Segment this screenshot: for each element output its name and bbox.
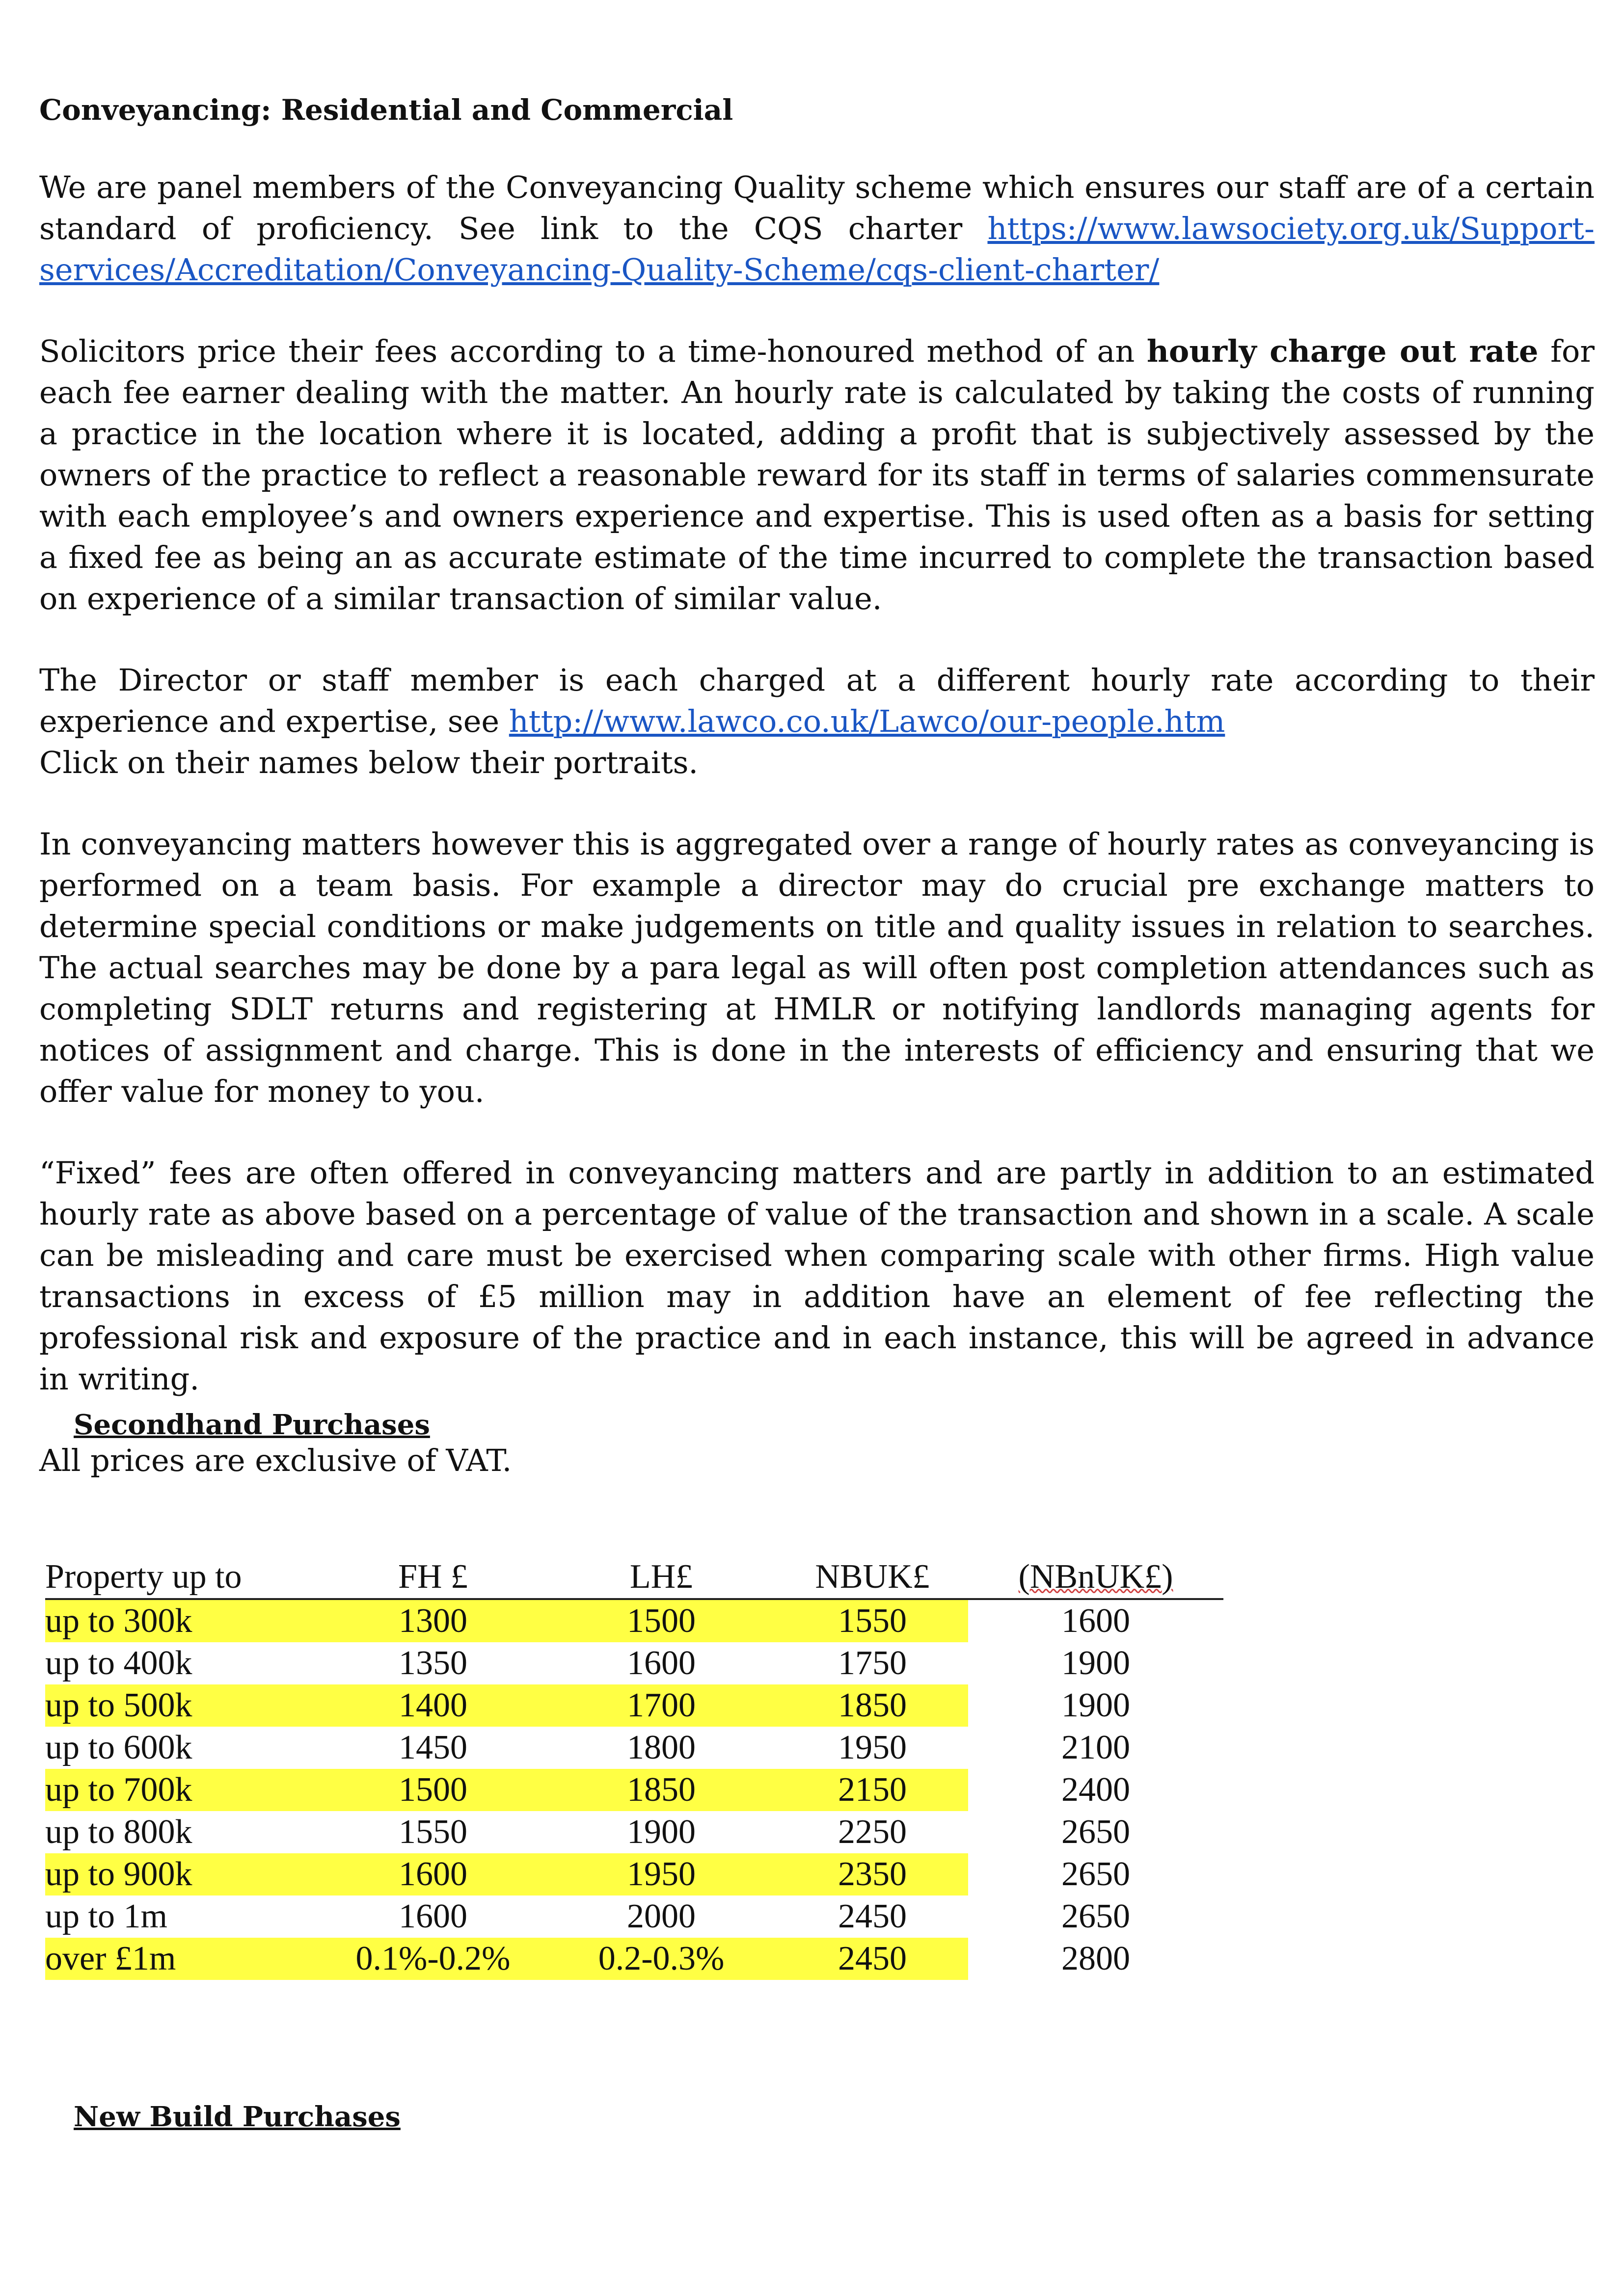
cell-lh: 1700 xyxy=(546,1684,777,1727)
cell-lh: 2000 xyxy=(627,1897,696,1935)
row-label: over £1m xyxy=(45,1938,320,1980)
table-row xyxy=(45,1727,1223,1769)
table-row xyxy=(45,1853,1223,1896)
director-paragraph xyxy=(39,660,1595,742)
hourly-rate-paragraph xyxy=(39,331,1595,619)
cell-nbuk: 2150 xyxy=(777,1769,968,1811)
hourly-rate-text-1: Solicitors price their fees according to a time-honoured method of an xyxy=(39,333,1147,369)
director-text: The Director or staff member is each charged at a different hourly rate according to their experience and expertise, see xyxy=(39,662,1595,739)
page-title: Conveyancing: Residential and Commercial xyxy=(39,93,733,127)
row-label: up to 300k xyxy=(45,1599,320,1642)
row-label: up to 400k xyxy=(45,1644,192,1682)
header-fh: FH £ xyxy=(320,1556,546,1599)
cell-lh: 1500 xyxy=(546,1599,777,1642)
secondhand-purchases-title: Secondhand Purchases xyxy=(74,1409,430,1441)
cell-nbuk: 2450 xyxy=(777,1938,968,1980)
cell-nbnuk: 1900 xyxy=(1061,1686,1130,1724)
cell-nbuk: 2350 xyxy=(777,1853,968,1896)
cell-lh: 0.2-0.3% xyxy=(546,1938,777,1980)
table-row xyxy=(45,1896,1223,1938)
cell-nbuk: 2250 xyxy=(838,1813,907,1851)
header-nbnuk: (NBnUK£) xyxy=(968,1556,1223,1599)
document-body xyxy=(39,93,1595,1522)
cqs-paragraph xyxy=(39,167,1595,291)
cell-fh: 1550 xyxy=(399,1813,467,1851)
team-basis-paragraph: In conveyancing matters however this is aggregated over a range of hourly rates as conveyancing is performed on a team basis. For example a director may do crucial pre exchange matters to determine special conditions or make judgements on title and quality issues in relation to searches. The actual searches may be done by a para legal as will often post completion attendances such as completing SDLT returns and registering at HMLR or notifying landlords managing agents for notices of assignment and charge. This is done in the interests of efficiency and ensuring that we offer value for money to you. xyxy=(39,826,1595,1109)
table-row xyxy=(45,1769,1223,1811)
cell-fh: 1350 xyxy=(399,1644,467,1682)
new-build-purchases-title: New Build Purchases xyxy=(74,2101,401,2133)
row-label: up to 600k xyxy=(45,1729,192,1766)
cell-fh: 1500 xyxy=(320,1769,546,1811)
row-label: up to 700k xyxy=(45,1769,320,1811)
cell-nbnuk: 2800 xyxy=(1061,1940,1130,1977)
hourly-charge-bold: hourly charge out rate xyxy=(1146,333,1539,369)
table-row xyxy=(45,1938,1223,1980)
cell-fh: 1600 xyxy=(320,1853,546,1896)
our-people-link[interactable]: http://www.lawco.co.uk/Lawco/our-people.htm xyxy=(509,703,1225,739)
hourly-rate-text-2: for each fee earner dealing with the matter. An hourly rate is calculated by taking the costs of running a practice in the location where it is located, adding a profit that is subjectively assessed by the owners of the practice to reflect a reasonable reward for its staff in terms of salaries commensurate with each employee’s and owners experience and expertise. This is used often as a basis for setting a fixed fee as being an as accurate estimate of the time incurred to complete the transaction based on experience of a similar transaction of similar value. xyxy=(39,333,1595,616)
cell-nbnuk: 2400 xyxy=(1061,1771,1130,1809)
fixed-fees-paragraph: “Fixed” fees are often offered in conveyancing matters and are partly in addition to an estimated hourly rate as above based on a percentage of value of the transaction and shown in a scale. A scale can be misleading and care must be exercised when comparing scale with other firms. High value transactions in excess of £5 million may in addition have an element of fee reflecting the professional risk and exposure of the practice and in each instance, this will be agreed in advance in writing. xyxy=(39,1154,1595,1397)
cell-lh: 1950 xyxy=(546,1853,777,1896)
cell-nbuk: 1850 xyxy=(777,1684,968,1727)
cell-nbuk: 2450 xyxy=(838,1897,907,1935)
cell-lh: 1900 xyxy=(627,1813,696,1851)
cqs-charter-link[interactable]: https://www.lawsociety.org.uk/Support-services/Accreditation/Conveyancing-Quality-Scheme/cqs-client-charter/ xyxy=(39,210,1595,288)
cell-nbnuk: 1900 xyxy=(1061,1644,1130,1682)
table-row xyxy=(45,1811,1223,1853)
portraits-note: Click on their names below their portraits. xyxy=(39,744,699,780)
table-row xyxy=(45,1684,1223,1727)
cell-nbuk: 1750 xyxy=(838,1644,907,1682)
row-label: up to 1m xyxy=(45,1897,167,1935)
cell-lh: 1800 xyxy=(627,1729,696,1766)
row-label: up to 900k xyxy=(45,1853,320,1896)
cell-nbnuk: 2650 xyxy=(1061,1813,1130,1851)
row-label: up to 800k xyxy=(45,1813,192,1851)
row-label: up to 500k xyxy=(45,1684,320,1727)
fee-table xyxy=(45,1556,1223,1980)
cell-lh: 1850 xyxy=(546,1769,777,1811)
cell-fh: 1300 xyxy=(320,1599,546,1642)
cell-nbuk: 1550 xyxy=(777,1599,968,1642)
table-row xyxy=(45,1599,1223,1642)
cell-fh: 1450 xyxy=(399,1729,467,1766)
cell-fh: 1400 xyxy=(320,1684,546,1727)
header-lh: LH£ xyxy=(546,1556,777,1599)
cell-nbuk: 1950 xyxy=(838,1729,907,1766)
cell-fh: 1600 xyxy=(399,1897,467,1935)
header-property: Property up to xyxy=(45,1556,320,1599)
cqs-text: We are panel members of the Conveyancing Quality scheme which ensures our staff are of a certain standard of proficiency. See link to the CQS charter xyxy=(39,169,1595,246)
cell-fh: 0.1%-0.2% xyxy=(320,1938,546,1980)
cell-nbnuk: 1600 xyxy=(1061,1602,1130,1640)
header-nbuk: NBUK£ xyxy=(777,1556,968,1599)
cell-nbnuk: 2650 xyxy=(1061,1855,1130,1893)
cell-nbnuk: 2650 xyxy=(1061,1897,1130,1935)
table-row xyxy=(45,1642,1223,1684)
fee-table-header xyxy=(45,1556,1223,1599)
cell-lh: 1600 xyxy=(627,1644,696,1682)
vat-note: All prices are exclusive of VAT. xyxy=(39,1442,512,1478)
cell-nbnuk: 2100 xyxy=(1061,1729,1130,1766)
